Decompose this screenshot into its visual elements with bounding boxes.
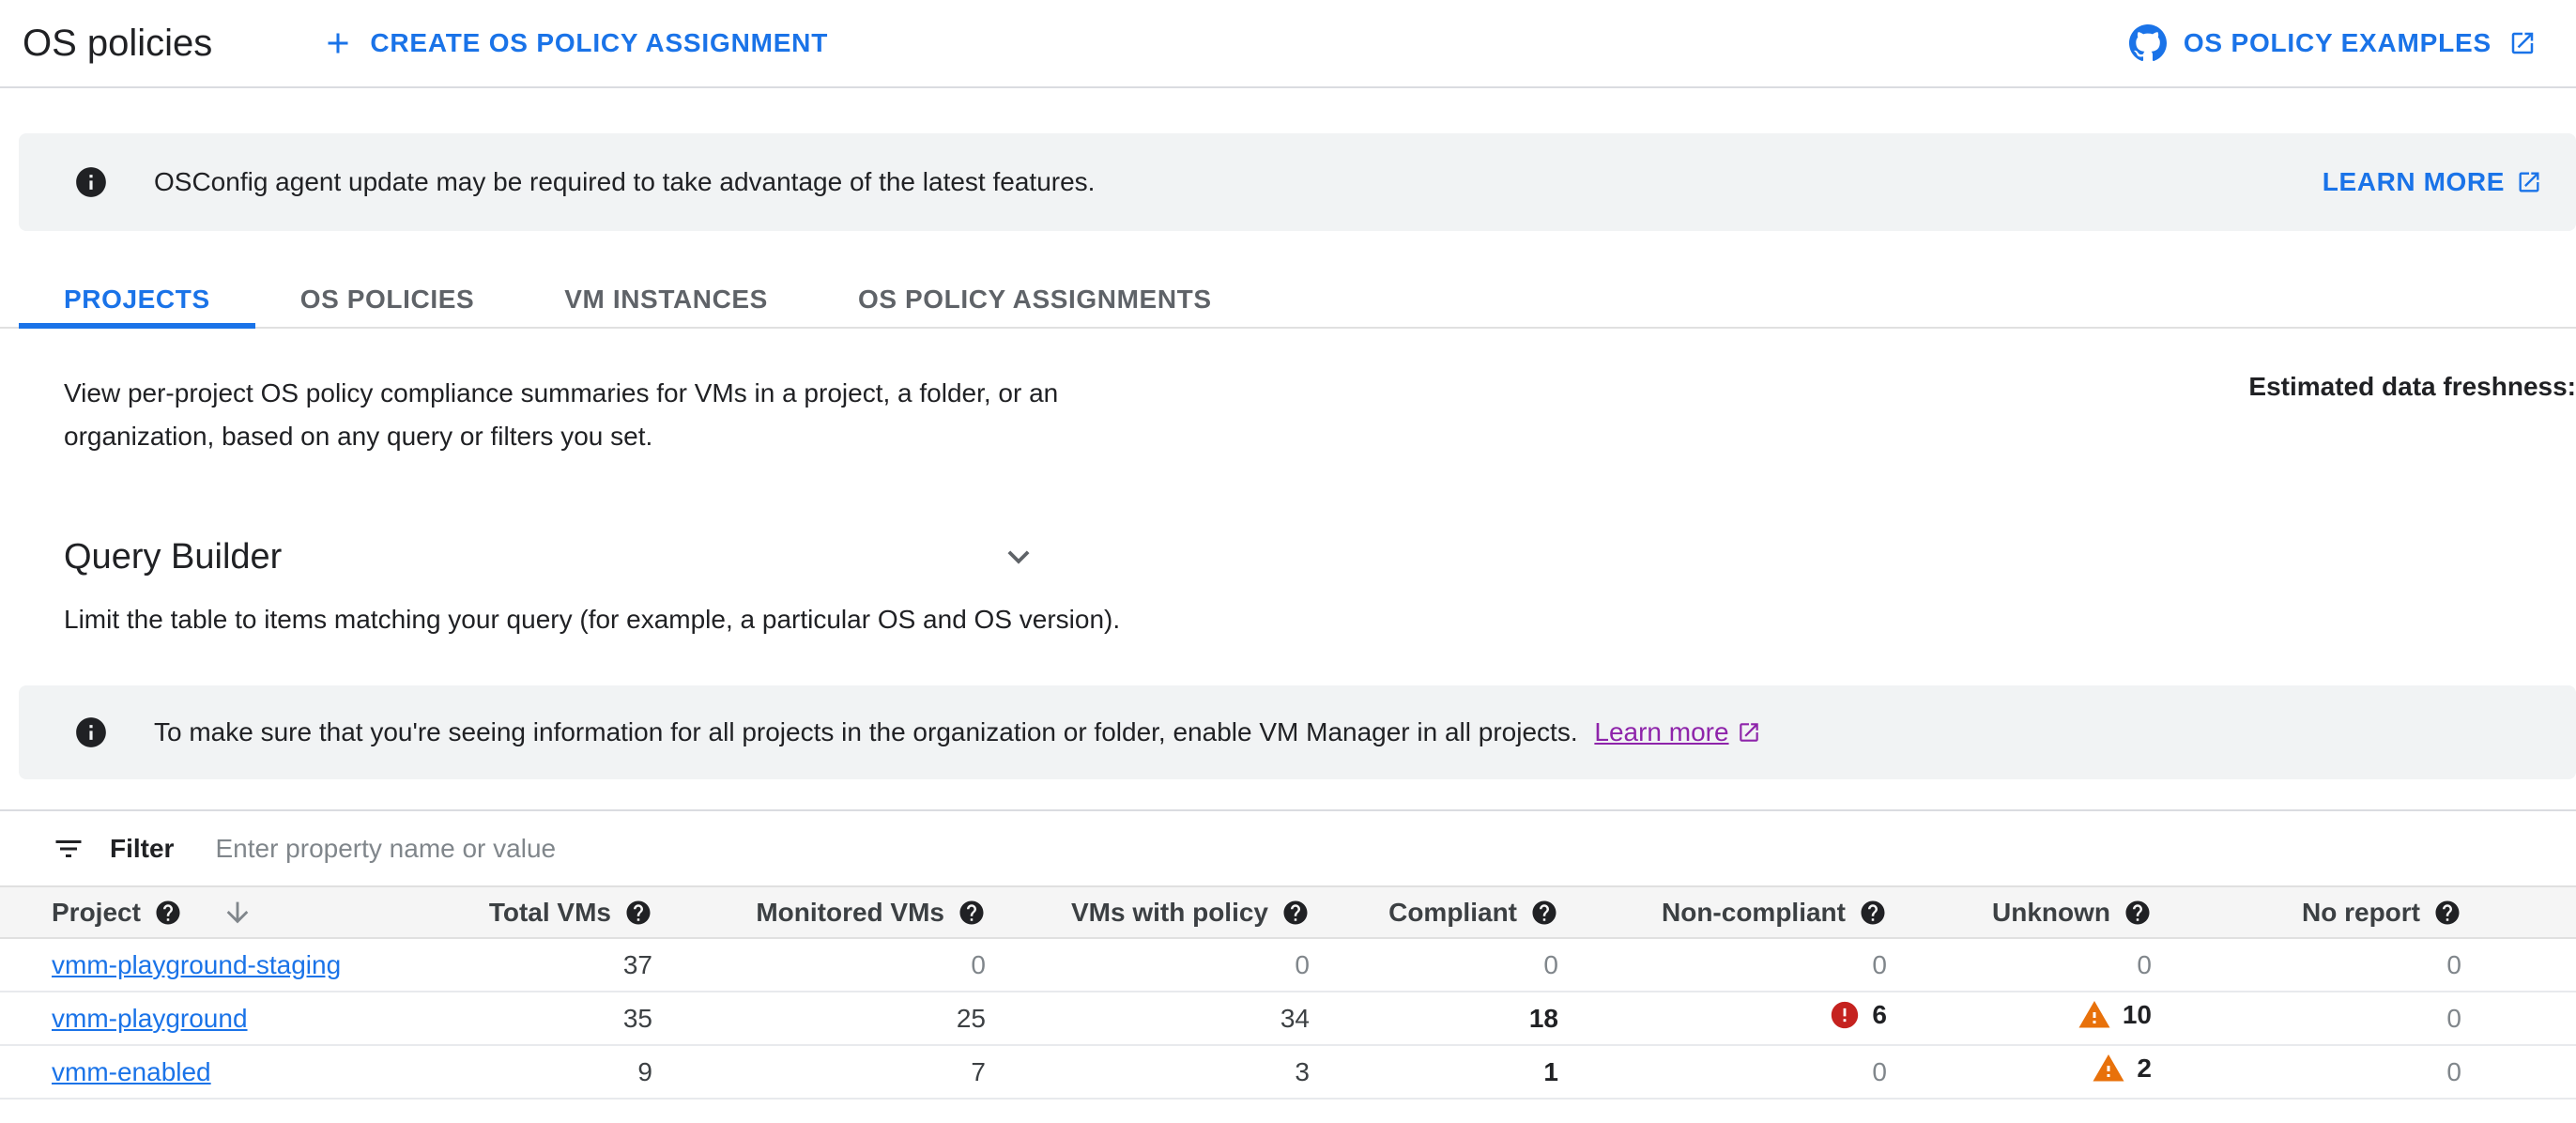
table-header-row (0, 886, 2576, 938)
column-header-compliant[interactable] (1310, 886, 1558, 938)
table-row (0, 1045, 2576, 1099)
learn-more-label: Learn more (1594, 717, 1729, 746)
compliant-value: 18 (1310, 992, 1558, 1045)
projects-tab-description (64, 372, 1058, 458)
info-icon (73, 715, 109, 750)
monitored-vms-value: 25 (652, 992, 986, 1045)
arrow-down-icon[interactable] (222, 897, 253, 929)
header-divider (0, 86, 2576, 88)
tab-projects[interactable]: PROJECTS (19, 272, 255, 327)
total-vms-value: 35 (451, 992, 652, 1045)
help-circle-icon[interactable] (154, 899, 182, 927)
column-label: Unknown (1992, 897, 2110, 927)
help-circle-icon[interactable] (1281, 899, 1310, 927)
unknown-cell (1887, 1045, 2152, 1099)
app-header (0, 0, 2576, 86)
projects-tab-description-row (0, 329, 2576, 458)
project-link[interactable]: vmm-playground-staging (52, 949, 342, 979)
column-label: Monitored VMs (756, 897, 944, 927)
table-row (0, 938, 2576, 992)
help-circle-icon[interactable] (624, 899, 652, 927)
plus-icon (321, 26, 355, 60)
query-builder-description: Limit the table to items matching your query (for example, a particular OS and OS version). (64, 605, 1121, 634)
column-header-unknown[interactable] (1887, 886, 2152, 938)
unknown-value: 10 (2122, 1000, 2152, 1029)
project-link[interactable]: vmm-enabled (52, 1056, 211, 1086)
query-builder-title: Query Builder (64, 536, 283, 577)
external-link-icon (2508, 29, 2537, 57)
no-report-value: 0 (2152, 1045, 2461, 1099)
non-compliant-value: 0 (1558, 938, 1887, 992)
learn-more-label: LEARN MORE (2322, 167, 2505, 196)
description-line-2: organization, based on any query or filters you set. (64, 422, 653, 451)
vms-with-policy-value: 34 (986, 992, 1310, 1045)
vms-with-policy-value: 0 (986, 938, 1310, 992)
help-circle-icon[interactable] (2433, 899, 2461, 927)
column-label: VMs with policy (1070, 897, 1268, 927)
osconfig-update-banner (19, 133, 2576, 231)
column-label: Project (52, 897, 141, 927)
vms-with-policy-value: 3 (986, 1045, 1310, 1099)
monitored-vms-value: 7 (652, 1045, 986, 1099)
help-circle-icon[interactable] (2124, 899, 2152, 927)
create-os-policy-assignment-button[interactable] (321, 26, 828, 60)
vm-manager-text: To make sure that you're seeing information for all projects in the organization or folder, enable VM Manager in all projects. (154, 717, 1578, 746)
unknown-cell (1887, 992, 2152, 1045)
external-link-icon (2516, 169, 2542, 195)
total-vms-value: 37 (451, 938, 652, 992)
vm-manager-banner (19, 685, 2576, 779)
create-button-label: CREATE OS POLICY ASSIGNMENT (370, 28, 829, 57)
column-header-monitored-vms[interactable] (652, 886, 986, 938)
tab-bar (0, 272, 2576, 329)
query-builder-header (64, 535, 1040, 578)
learn-more-link[interactable] (1594, 717, 1760, 747)
info-icon (73, 164, 109, 200)
column-header-no-report[interactable] (2152, 886, 2461, 938)
column-header-project[interactable] (0, 886, 451, 938)
no-report-value: 0 (2152, 992, 2461, 1045)
non-compliant-value: 6 (1872, 1000, 1887, 1029)
tab-vm-instances[interactable]: VM INSTANCES (564, 285, 768, 314)
help-circle-icon[interactable] (1859, 899, 1887, 927)
project-link[interactable]: vmm-playground (52, 1003, 248, 1033)
vm-manager-banner-text (154, 717, 1761, 747)
column-label: Compliant (1388, 897, 1517, 927)
external-link-icon (1737, 720, 1761, 745)
examples-link-label: OS POLICY EXAMPLES (2183, 28, 2492, 57)
learn-more-link[interactable] (2323, 167, 2542, 197)
github-icon (2129, 24, 2167, 62)
osconfig-banner-text: OSConfig agent update may be required to take advantage of the latest features. (154, 167, 1096, 196)
compliant-value: 1 (1310, 1045, 1558, 1099)
total-vms-value: 9 (451, 1045, 652, 1099)
monitored-vms-value: 0 (652, 938, 986, 992)
warning-triangle-icon (2078, 998, 2111, 1032)
column-label: Non-compliant (1662, 897, 1846, 927)
filter-label[interactable]: Filter (110, 833, 175, 863)
warning-triangle-icon (2092, 1052, 2125, 1085)
filter-input[interactable] (215, 834, 1060, 864)
unknown-value: 2 (2137, 1054, 2152, 1083)
projects-compliance-table (0, 885, 2576, 1100)
column-header-vms-with-policy[interactable] (986, 886, 1310, 938)
table-row (0, 992, 2576, 1045)
help-circle-icon[interactable] (958, 899, 986, 927)
chevron-down-icon[interactable] (997, 535, 1040, 578)
non-compliant-value: 0 (1558, 1045, 1887, 1099)
help-circle-icon[interactable] (1530, 899, 1558, 927)
description-line-1: View per-project OS policy compliance summaries for VMs in a project, a folder, or an (64, 378, 1059, 408)
column-label: No report (2302, 897, 2420, 927)
tab-os-policies[interactable]: OS POLICIES (299, 285, 475, 314)
no-report-value: 0 (2152, 938, 2461, 992)
filter-bar (0, 811, 2576, 885)
filter-icon[interactable] (52, 832, 85, 866)
page-title: OS policies (23, 22, 213, 64)
estimated-data-freshness-label: Estimated data freshness: (2248, 372, 2576, 401)
column-header-non-compliant[interactable] (1558, 886, 1887, 938)
error-circle-icon (1829, 999, 1861, 1031)
tab-os-policy-assignments[interactable]: OS POLICY ASSIGNMENTS (857, 285, 1212, 314)
unknown-value: 0 (1887, 938, 2152, 992)
column-label: Total VMs (488, 897, 611, 927)
column-header-total-vms[interactable] (451, 886, 652, 938)
compliant-value: 0 (1310, 938, 1558, 992)
non-compliant-cell (1558, 992, 1887, 1045)
os-policy-examples-link[interactable] (2129, 24, 2537, 62)
